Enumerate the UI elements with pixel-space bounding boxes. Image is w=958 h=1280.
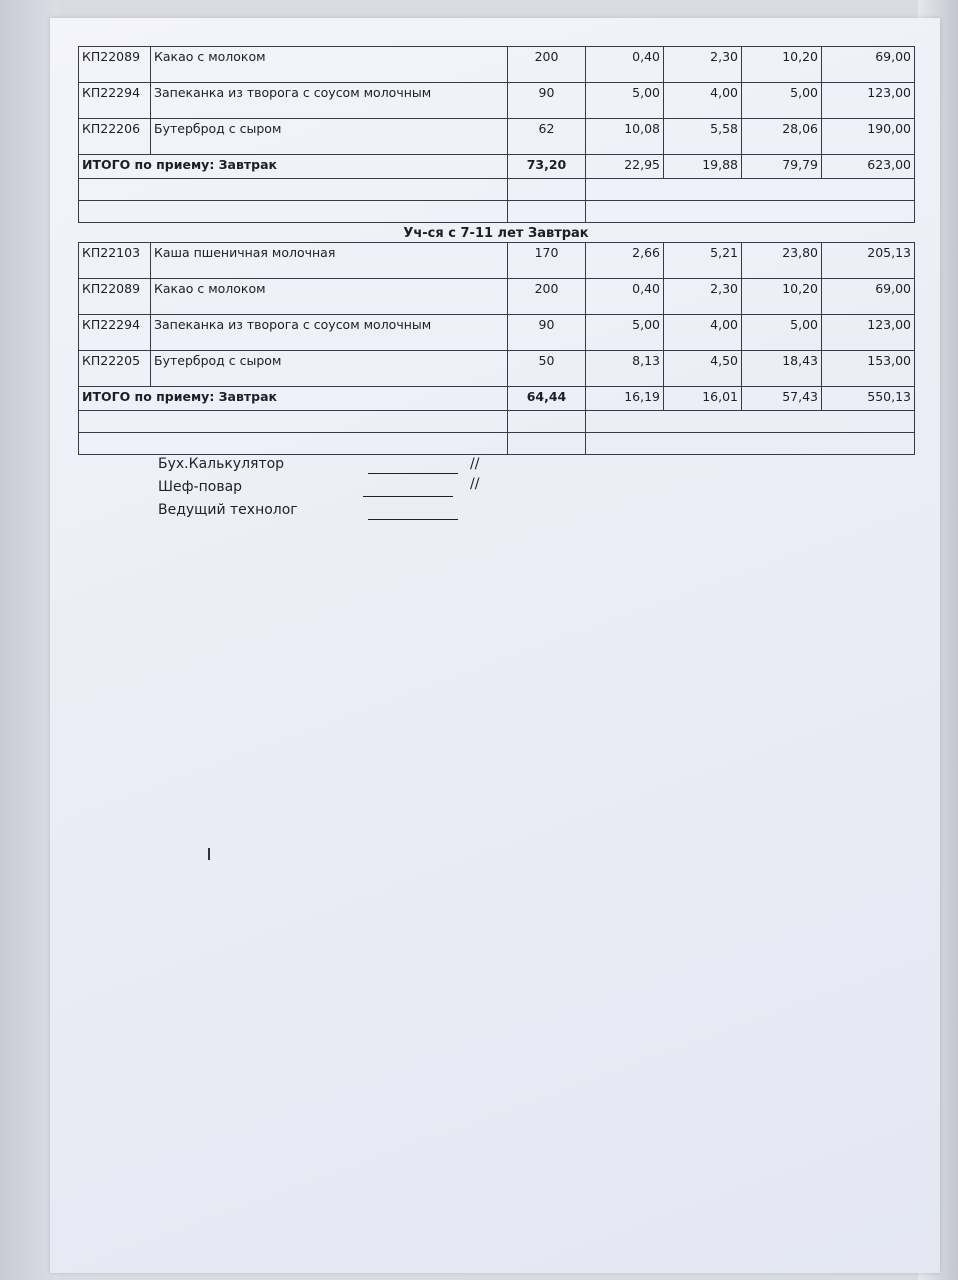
table-row bbox=[79, 119, 915, 155]
dish-weight: 50 bbox=[508, 351, 586, 387]
dish-protein: 10,08 bbox=[586, 119, 664, 155]
dish-code: КП22089 bbox=[79, 47, 151, 83]
dish-protein: 8,13 bbox=[586, 351, 664, 387]
total-fat: 19,88 bbox=[664, 155, 742, 179]
signature-line-technologist bbox=[368, 519, 458, 520]
total-row bbox=[79, 387, 915, 411]
dish-carbs: 28,06 bbox=[742, 119, 822, 155]
dish-fat: 4,00 bbox=[664, 315, 742, 351]
signature-line-chef bbox=[363, 496, 453, 497]
dish-fat: 5,21 bbox=[664, 243, 742, 279]
dish-fat: 4,00 bbox=[664, 83, 742, 119]
total-label: ИТОГО по приему: Завтрак bbox=[79, 155, 508, 179]
dish-kcal: 69,00 bbox=[822, 47, 915, 83]
dish-code: КП22205 bbox=[79, 351, 151, 387]
dish-code: КП22294 bbox=[79, 83, 151, 119]
dish-protein: 2,66 bbox=[586, 243, 664, 279]
dish-name: Бутерброд с сыром bbox=[151, 119, 508, 155]
dish-carbs: 10,20 bbox=[742, 47, 822, 83]
dish-name: Бутерброд с сыром bbox=[151, 351, 508, 387]
dish-code: КП22089 bbox=[79, 279, 151, 315]
dish-code: КП22206 bbox=[79, 119, 151, 155]
dish-protein: 0,40 bbox=[586, 279, 664, 315]
total-weight: 64,44 bbox=[508, 387, 586, 411]
dish-weight: 200 bbox=[508, 279, 586, 315]
dish-carbs: 18,43 bbox=[742, 351, 822, 387]
dish-fat: 5,58 bbox=[664, 119, 742, 155]
empty-row bbox=[79, 433, 915, 455]
dish-fat: 2,30 bbox=[664, 47, 742, 83]
dish-name: Каша пшеничная молочная bbox=[151, 243, 508, 279]
table-row bbox=[79, 243, 915, 279]
dish-weight: 170 bbox=[508, 243, 586, 279]
signature-label-chef: Шеф-повар bbox=[158, 479, 243, 495]
dish-name: Какао с молоком bbox=[151, 47, 508, 83]
pen-mark bbox=[208, 848, 210, 860]
dish-fat: 4,50 bbox=[664, 351, 742, 387]
dish-carbs: 5,00 bbox=[742, 83, 822, 119]
signature-slash-accountant: // bbox=[470, 456, 480, 472]
dish-kcal: 190,00 bbox=[822, 119, 915, 155]
dish-weight: 90 bbox=[508, 315, 586, 351]
total-fat: 16,01 bbox=[664, 387, 742, 411]
dish-name: Запеканка из творога с соусом молочным bbox=[151, 83, 508, 119]
signature-label-accountant: Бух.Калькулятор bbox=[158, 456, 285, 472]
dish-kcal: 123,00 bbox=[822, 315, 915, 351]
dish-weight: 62 bbox=[508, 119, 586, 155]
total-weight: 73,20 bbox=[508, 155, 586, 179]
dish-kcal: 123,00 bbox=[822, 83, 915, 119]
dish-code: КП22103 bbox=[79, 243, 151, 279]
table-row bbox=[79, 47, 915, 83]
dish-kcal: 153,00 bbox=[822, 351, 915, 387]
table-row bbox=[79, 83, 915, 119]
total-carbs: 79,79 bbox=[742, 155, 822, 179]
dish-carbs: 23,80 bbox=[742, 243, 822, 279]
section-title: Уч-ся с 7-11 лет Завтрак bbox=[403, 226, 589, 241]
dish-name: Какао с молоком bbox=[151, 279, 508, 315]
dish-name: Запеканка из творога с соусом молочным bbox=[151, 315, 508, 351]
dish-carbs: 5,00 bbox=[742, 315, 822, 351]
dish-code: КП22294 bbox=[79, 315, 151, 351]
menu-table-2 bbox=[78, 242, 915, 455]
dish-carbs: 10,20 bbox=[742, 279, 822, 315]
signature-line-accountant bbox=[368, 473, 458, 474]
total-carbs: 57,43 bbox=[742, 387, 822, 411]
total-kcal: 550,13 bbox=[822, 387, 915, 411]
table-row bbox=[79, 351, 915, 387]
empty-row bbox=[79, 411, 915, 433]
dish-kcal: 205,13 bbox=[822, 243, 915, 279]
empty-row bbox=[79, 201, 915, 223]
total-protein: 22,95 bbox=[586, 155, 664, 179]
paper-sheet bbox=[50, 18, 940, 1273]
total-row bbox=[79, 155, 915, 179]
table-row bbox=[79, 315, 915, 351]
total-label: ИТОГО по приему: Завтрак bbox=[79, 387, 508, 411]
total-kcal: 623,00 bbox=[822, 155, 915, 179]
dish-protein: 0,40 bbox=[586, 47, 664, 83]
empty-row bbox=[79, 179, 915, 201]
dish-fat: 2,30 bbox=[664, 279, 742, 315]
total-protein: 16,19 bbox=[586, 387, 664, 411]
dish-protein: 5,00 bbox=[586, 83, 664, 119]
dish-weight: 200 bbox=[508, 47, 586, 83]
dish-protein: 5,00 bbox=[586, 315, 664, 351]
table-row bbox=[79, 279, 915, 315]
menu-table-1 bbox=[78, 46, 915, 223]
dish-weight: 90 bbox=[508, 83, 586, 119]
signature-label-technologist: Ведущий технолог bbox=[158, 502, 298, 518]
signature-slash-chef: // bbox=[470, 476, 480, 492]
dish-kcal: 69,00 bbox=[822, 279, 915, 315]
